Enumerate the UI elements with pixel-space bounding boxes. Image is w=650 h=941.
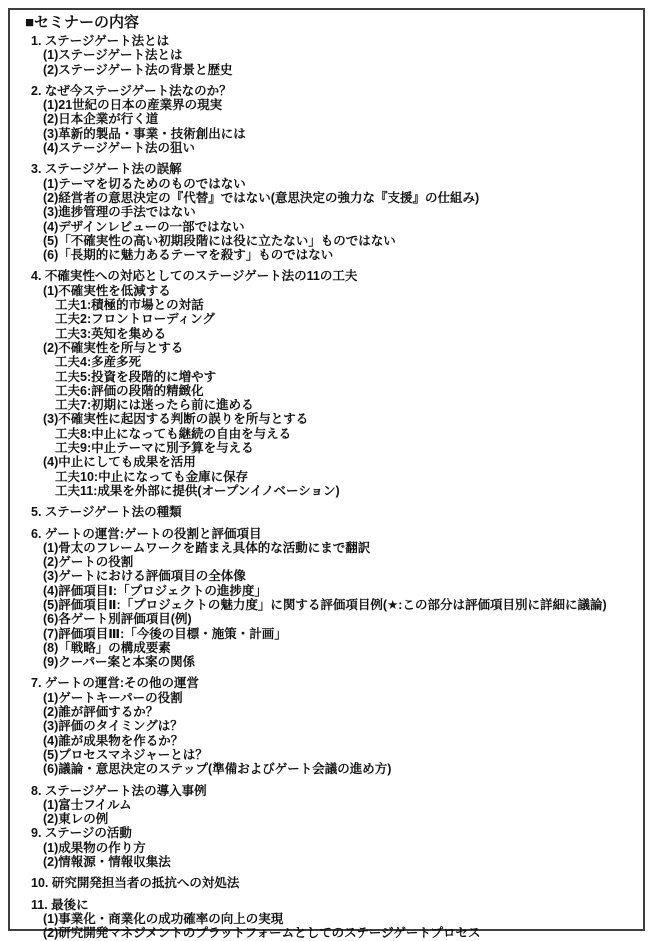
outline-item: 工夫5:投資を段階的に増やす [55,369,217,384]
outline-item: 7. ゲートの運営:その他の運営 [31,676,200,691]
outline-item: (1)テーマを切るためのものではない [43,176,246,191]
outline-item: (5)評価項目Ⅱ:「プロジェクトの魅力度」に関する評価項目例(★:この部分は評価項目別に詳細に議論) [43,597,607,612]
outline-item: 工夫4:多産多死 [55,355,142,370]
seminar-outline [10,34,643,941]
outline-item: 1. ステージゲート法とは [31,34,170,48]
outline-item: 工夫2:フロントローディング [55,312,215,327]
outline-item: (2)情報源・情報収集法 [43,855,171,870]
outline-item: (3)進捗管理の手法ではない [43,205,196,220]
outline-item: 工夫3:英知を集める [55,326,167,341]
outline-item: (2)誰が評価するか？ [43,705,159,720]
outline-item: 11. 最後に [31,897,89,912]
outline-item: (1)21世紀の日本の産業界の現実 [43,98,223,113]
outline-item: (4)誰が成果物を作るか？ [43,733,184,748]
outline-item: (8)「戦略」の構成要素 [43,640,171,655]
outline-item: (1)富士フイルム [43,797,132,812]
outline-item: (1)不確実性を低減する [43,283,171,298]
outline-item: (4)ステージゲート法の狙い [43,141,196,156]
outline-item: 8. ステージゲート法の導入事例 [31,783,207,798]
outline-item: 2. なぜ今ステージゲート法なのか？ [31,83,232,98]
outline-item: (1)事業化・商業化の成功確率の向上の実現 [43,911,284,926]
outline-item: (1)骨太のフレームワークを踏まえ具体的な活動にまで翻訳 [43,540,371,555]
outline-item: (5)プロセスマネジャーとは？ [43,747,208,762]
outline-item: 工夫8:中止になっても継続の自由を与える [55,426,292,441]
page-title: ■セミナーの内容 [25,14,140,31]
outline-item: 工夫11:成果を外部に提供(オープンイノベーション) [55,483,340,498]
outline-item: (6)議論・意思決定のステップ(準備およびゲート会議の進め方) [43,762,392,777]
outline-item: 工夫9:中止テーマに別予算を与える [55,441,254,456]
outline-item: 6. ゲートの運営:ゲートの役割と評価項目 [31,526,262,541]
outline-item: 工夫6:評価の段階的精緻化 [55,383,204,398]
outline-item: (6)各ゲート別評価項目(例) [43,612,192,627]
outline-item: (2)ゲートの役割 [43,555,134,570]
outline-item: (2)経営者の意思決定の『代替』ではない(意思決定の強力な『支援』の仕組み) [43,190,480,205]
outline-item: (2)東レの例 [43,812,109,827]
outline-item: 3. ステージゲート法の誤解 [31,162,182,177]
document-frame [8,8,645,941]
outline-item: (3)ゲートにおける評価項目の全体像 [43,569,246,584]
outline-item: (4)中止にしても成果を活用 [43,455,196,470]
outline-item: (1)ステージゲート法とは [43,48,183,63]
outline-item: 10. 研究開発担当者の抵抗への対処法 [31,876,240,891]
outline-item: 9. ステージの活動 [31,826,132,841]
outline-item: 工夫1:積極的市場との対話 [55,298,204,313]
outline-item: 工夫7:初期には迷ったら前に進める [55,398,254,413]
outline-item: (3)評価のタイミングは？ [43,719,183,734]
outline-item: 工夫10:中止になっても金庫に保存 [55,469,249,484]
outline-item: (4)デザインレビューの一部ではない [43,219,245,234]
outline-item: (2)研究開発マネジメントのプラットフォームとしてのステージゲートプロセス [43,926,481,941]
outline-item: 5. ステージゲート法の種類 [31,505,182,520]
outline-item: (1)ゲートキーパーの役割 [43,690,183,705]
outline-item: (4)評価項目Ⅰ:「プロジェクトの進捗度」 [43,583,267,598]
outline-item: (7)評価項目Ⅲ:「今後の目標・施策・計画」 [43,626,287,641]
outline-item: (2)不確実性を所与とする [43,340,184,355]
outline-item: (2)ステージゲート法の背景と歴史 [43,62,233,77]
outline-item: (3)不確実性に起因する判断の誤りを所与とする [43,412,309,427]
outline-item: 4. 不確実性への対応としてのステージゲート法の11の工夫 [31,269,358,284]
outline-item: (3)革新的製品・事業・技術創出には [43,126,246,141]
outline-item: (9)クーパー案と本案の関係 [43,655,196,670]
outline-item: (1)成果物の作り方 [43,840,146,855]
outline-item: (6)「長期的に魅力あるテーマを殺す」ものではない [43,248,334,263]
outline-item: (2)日本企業が行く道 [43,112,159,127]
outline-item: (5)「不確実性の高い初期段階には役に立たない」ものではない [43,233,396,248]
